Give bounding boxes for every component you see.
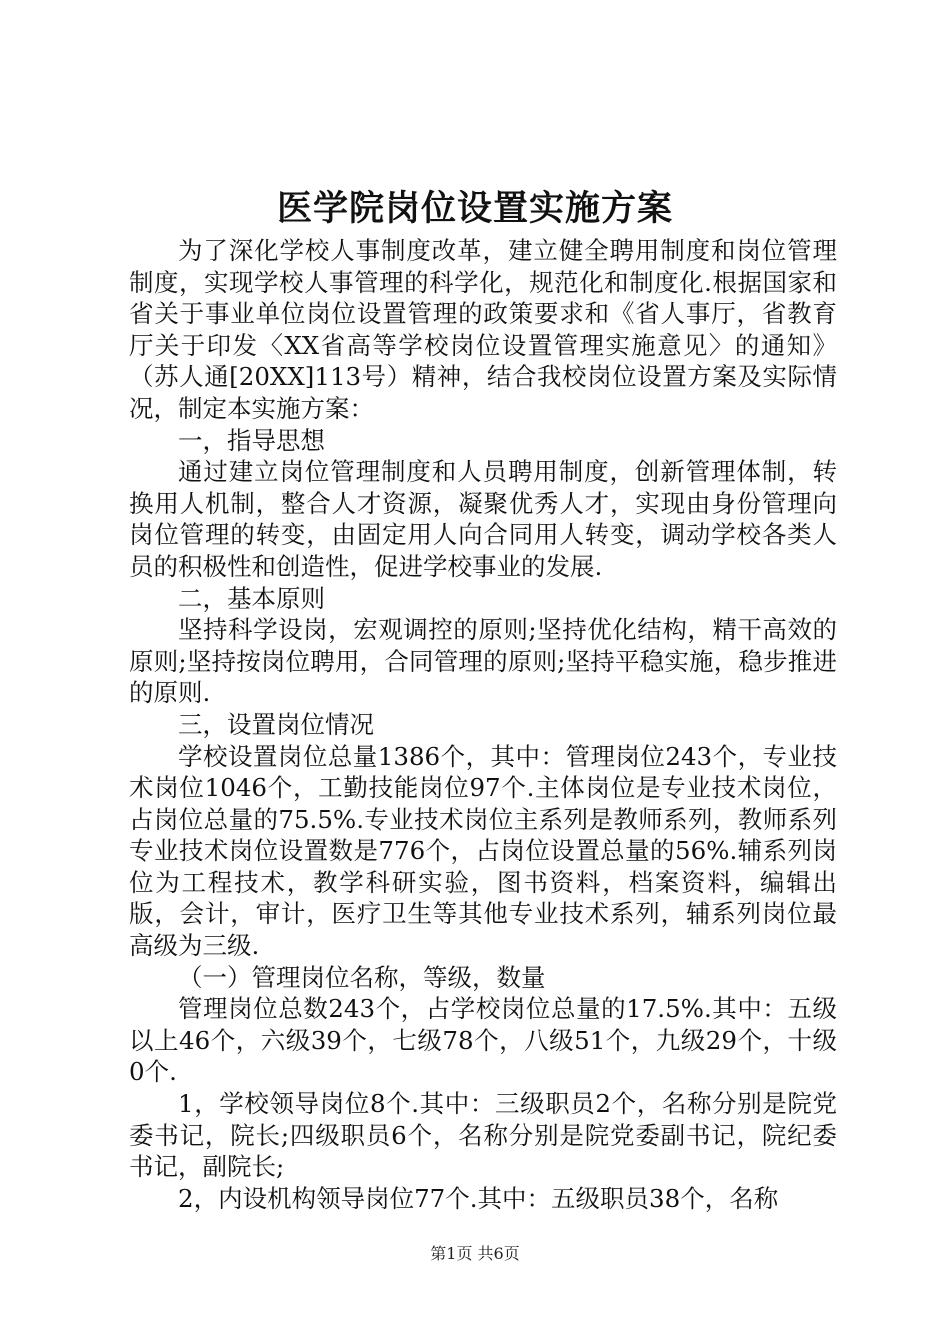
page-footer: 第1页 共6页	[430, 1244, 520, 1263]
section-heading-guiding-thought: 一，指导思想	[178, 425, 325, 455]
paragraph-basic-principles: 坚持科学设岗，宏观调控的原则;坚持优化结构，精干高效的原则;坚持按岗位聘用，合同管理的原则;坚持平稳实施，稳步推进的原则.	[129, 615, 837, 708]
section-heading-basic-principles: 二，基本原则	[178, 583, 325, 613]
document-body	[129, 235, 837, 1214]
paragraph-position-setup: 学校设置岗位总量1386个，其中：管理岗位243个，专业技术岗位1046个，工勤技能岗位97个.主体岗位是专业技术岗位，占岗位总量的75.5%.专业技术岗位主系列是教师系列，教师系列专业技术岗位设置数是776个，占岗位设置总量的56%.辅系列岗位为工程技术，教学科研实验，图书资料，档案资料，编辑出版，会计，审计，医疗卫生等其他专业技术系列，辅系列岗位最高级为三级.	[129, 741, 837, 961]
paragraph-internal-leadership: 2，内设机构领导岗位77个.其中：五级职员38个，名称	[178, 1183, 779, 1213]
document-title: 医学院岗位设置实施方案	[276, 188, 673, 229]
section-heading-position-setup: 三，设置岗位情况	[178, 709, 374, 739]
paragraph-guiding-thought: 通过建立岗位管理制度和人员聘用制度，创新管理体制，转换用人机制，整合人才资源，凝聚优秀人才，实现由身份管理向岗位管理的转变，由固定用人向合同用人转变，调动学校各类人员的积极性和创造性，促进学校事业的发展.	[129, 457, 837, 581]
paragraph-intro: 为了深化学校人事制度改革，建立健全聘用制度和岗位管理制度，实现学校人事管理的科学化，规范化和制度化.根据国家和省关于事业单位岗位设置管理的政策要求和《省人事厅，省教育厅关于印发〈XX省高等学校岗位设置管理实施意见〉的通知》（苏人通[20XX]113号）精神，结合我校岗位设置方案及实际情况，制定本实施方案：	[129, 236, 837, 423]
subsection-heading-management-positions: （一）管理岗位名称，等级，数量	[178, 962, 546, 992]
paragraph-management-positions: 管理岗位总数243个，占学校岗位总量的17.5%.其中：五级以上46个，六级39个，七级78个，八级51个，九级29个，十级0个.	[129, 994, 837, 1087]
paragraph-school-leadership: 1，学校领导岗位8个.其中：三级职员2个，名称分别是院党委书记，院长;四级职员6个，名称分别是院党委副书记，院纪委书记，副院长;	[129, 1089, 837, 1182]
